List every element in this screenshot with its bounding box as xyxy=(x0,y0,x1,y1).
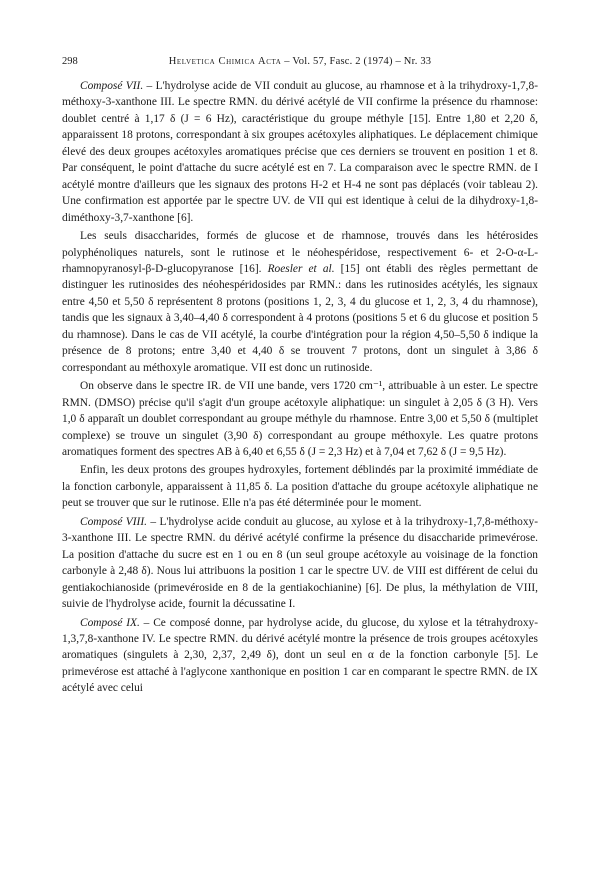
paragraph-ir-spectrum xyxy=(62,378,538,460)
section-lead: Composé VII. xyxy=(80,80,144,92)
paragraph-disaccharides xyxy=(62,228,538,376)
journal-name: Helvetica Chimica Acta xyxy=(168,56,282,67)
issue-info: – Vol. 57, Fasc. 2 (1974) – Nr. 33 xyxy=(281,56,432,67)
paragraph-text: On observe dans le spectre IR. de VII une bande, vers 1720 cm⁻¹, attribuable à un ester. Le spectre RMN. (DMSO) précise qu'il s'agit d'un groupe acétoxyle aliphatique: un singulet à 2,05 δ (3 H). Vers 1,0 δ apparaît un doublet correspondant au groupe méthyle du rhamnose. Entre 3,00 et 5,50 δ (multiplet complexe) se trouve un singulet (3,90 δ) correspondant au groupe méthoxyle. Les quatre protons aromatiques forment des spectres AB à 6,40 et 6,55 δ (J = 2,3 Hz) et à 7,04 et 7,62 δ (J = 9,5 Hz). xyxy=(62,380,538,458)
paragraph-text: – Ce composé donne, par hydrolyse acide, du glucose, du xylose et la tétrahydroxy-1,3,7,8-xanthone IV. Le spectre RMN. du dérivé acétylé montre la présence de trois groupes acétoxyles aromatiques (singulets à 2,30, 2,37, 2,49 δ), dont un seul en α de la fonction carbonyle [5]. Le primevérose est attaché à l'aglycone xanthonique en position 1 car en comparant le spectre RMN. de IX acétylé avec celui xyxy=(62,616,538,695)
page-number: 298 xyxy=(62,56,78,67)
section-lead: Composé VIII. xyxy=(80,515,147,528)
running-head xyxy=(62,54,538,70)
paragraph-text: Les seuls disaccharides, formés de glucose et de rhamnose, trouvés dans les hétérosides polyphénoliques naturels, sont le rutinose et le néohespéridose, respectivement 6- et 2-O-α-L- rhamnopyranosyl-β-D-glucopyranose [16]. xyxy=(62,230,538,275)
paragraph-text: – L'hydrolyse acide conduit au glucose, au xylose et à la trihydroxy-1,7,8-méthoxy-3-xanthone III. Le spectre RMN. du dérivé acétylé confirme la présence du disaccharide primevérose. La position d'attache du sucre est en 1 ou en 8 (un seul groupe acétoxyle au voisinage de la fonction carbonyle à 2,48 δ). Nous lui attribuons la position 1 car le spectre UV. de VIII est différent de celui du gentiakochianoside (primevéroside en 8 de la gentiakochianine) [6]. De plus, la méthylation de VIII, suivie de l'hydrolyse acide, fournit la décussatine I. xyxy=(62,515,539,611)
paragraph-hydroxyl-protons xyxy=(62,462,538,511)
paragraph-text: [15] ont établi des règles permettant de distinguer les rutinosides des néohespéridosides par RMN.: dans les rutinosides acétylés, les signaux entre 4,50 et 5,50 δ représentent 8 protons (positions 1, 2, 3, 4 du glucose et 1, 2, 3, 4 du rhamnose), tandis que les signaux à 3,40–4,40 δ correspondent à 4 protons (positions 5 et 6 du glucose et position 5 du rhamnose). Dans le cas de VII acétylé, la courbe d'intégration pour la région 4,50–5,50 δ indique la présence de 8 protons; entre 3,40 et 4,40 δ se trouvent 7 protons, dont un singulet à 3,86 δ correspondant au méthoxyle aromatique. VII est donc un rutinoside. xyxy=(62,262,538,374)
paragraph-compose-vii xyxy=(62,78,538,226)
article-body xyxy=(62,78,538,697)
reference-authors: Roesler et al. xyxy=(267,262,335,275)
paragraph-text: – L'hydrolyse acide de VII conduit au glucose, au rhamnose et à la trihydroxy-1,7,8-méthoxy-3-xanthone III. Le spectre RMN. du dérivé acétylé de VII confirme la présence du rhamnose: doublet centré à 1,17 δ (J = 6 Hz), caractéristique du groupe méthyle [15]. Entre 1,80 et 2,20 δ, apparaissent 18 protons, correspondant à six groupes acétoxyles aliphatiques. Le déplacement chimique élevé des deux groupes acétoxyles aromatiques précise que ces derniers se trouvent en position 1 et 8. Par conséquent, le point d'attache du sucre acétylé est en 7. La comparaison avec le spectre RMN. de I acétylé montre d'ailleurs que les signaux des protons H-2 et H-4 ne sont pas déplacés (voir tableau 2). Une confirmation est apportée par le spectre UV. de VII qui est identique à celui de la dihydroxy-1,8-diméthoxy-3,7-xanthone [6]. xyxy=(62,80,538,224)
paragraph-compose-ix xyxy=(62,615,538,697)
page-header xyxy=(62,54,538,70)
paragraph-compose-viii xyxy=(62,514,538,613)
paragraph-text: Enfin, les deux protons des groupes hydroxyles, fortement déblindés par la proximité immédiate de la fonction carbonyle, apparaissent à 11,85 δ. La position d'attache du groupe acétoxyle aliphatique ne peut se trouver que sur le rutinose. Elle n'a pas été déterminée pour le moment. xyxy=(62,464,538,510)
section-lead: Composé IX. xyxy=(80,616,140,629)
